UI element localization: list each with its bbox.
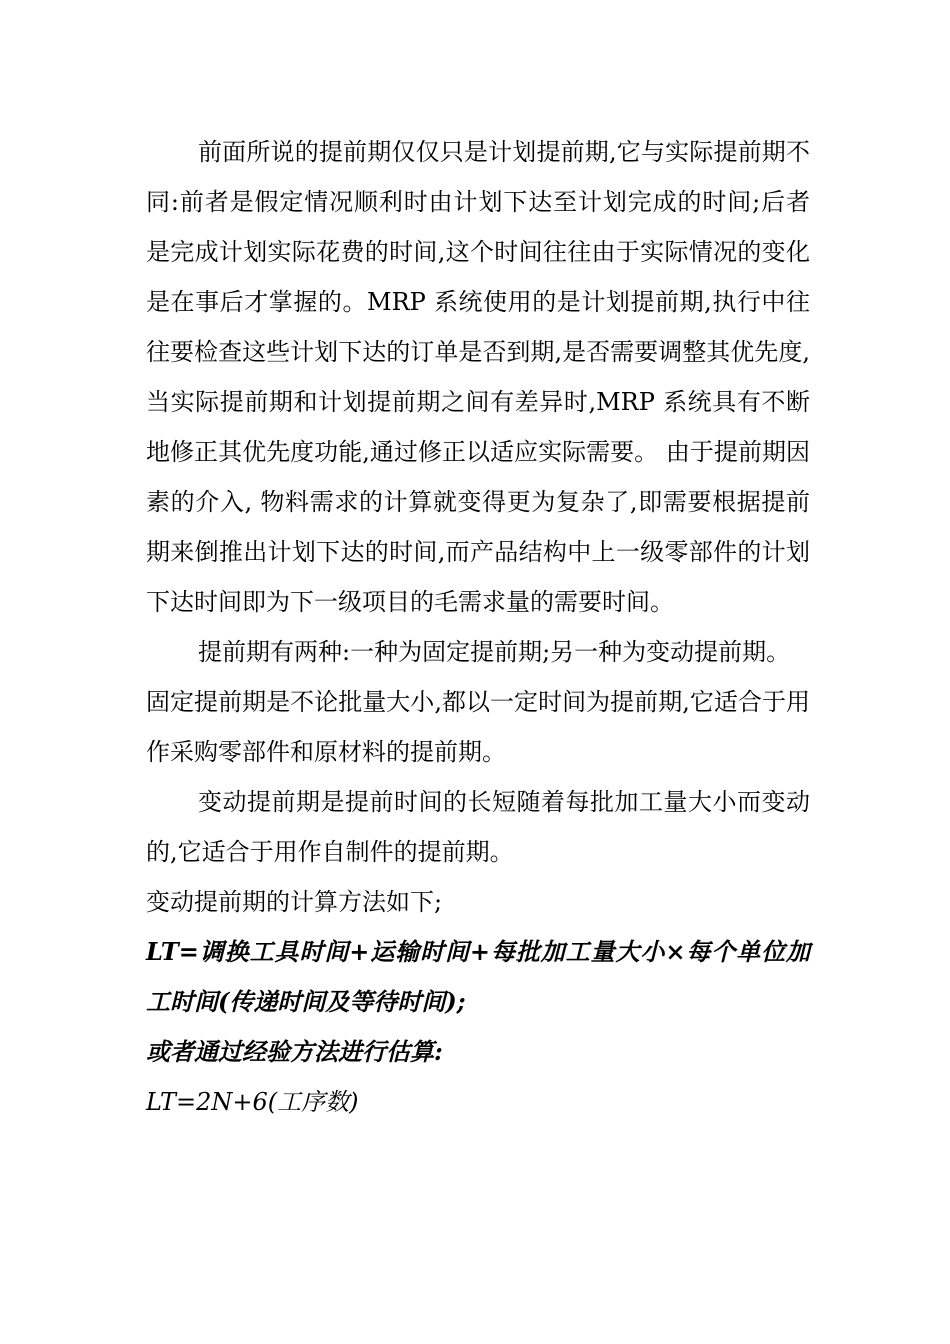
paragraph-calculation-intro: 变动提前期的计算方法如下;	[146, 888, 443, 916]
formula-estimate-intro: 或者通过经验方法进行估算:	[146, 1037, 443, 1066]
document-page	[146, 127, 810, 1127]
formula-empirical: LT=2N+6(工序数)	[146, 1088, 359, 1116]
paragraph-variable-lead-time: 变动提前期是提前时间的长短随着每批加工量大小而变动的,它适合于用作自制件的提前期。	[146, 788, 810, 866]
formula-lead-time: LT=调换工具时间+运输时间+每批加工量大小×每个单位加工时间(传递时间及等待时间);	[146, 937, 810, 1016]
paragraph-fixed-lead-time: 固定提前期是不论批量大小,都以一定时间为提前期,它适合于用作采购零部件和原材料的提前期。	[146, 688, 810, 766]
paragraph-planned-lead-time: 前面所说的提前期仅仅只是计划提前期,它与实际提前期不同:前者是假定情况顺利时由计划下达至计划完成的时间;后者是完成计划实际花费的时间,这个时间往往由于实际情况的变化是在事后才掌握的。MRP 系统使用的是计划提前期,执行中往往要检查这些计划下达的订单是否到期,是否需要调整其优先度,当实际提前期和计划提前期之间有差异时,MRP 系统具有不断地修正其优先度功能,通过修正以适应实际需要。 由于提前期因素的介入, 物料需求的计算就变得更为复杂了,即需要根据提前期来倒推出计划下达的时间,而产品结构中上一级零部件的计划下达时间即为下一级项目的毛需求量的需要时间。	[146, 138, 810, 616]
paragraph-lead-time-types: 提前期有两种:一种为固定提前期;另一种为变动提前期。	[198, 638, 791, 666]
